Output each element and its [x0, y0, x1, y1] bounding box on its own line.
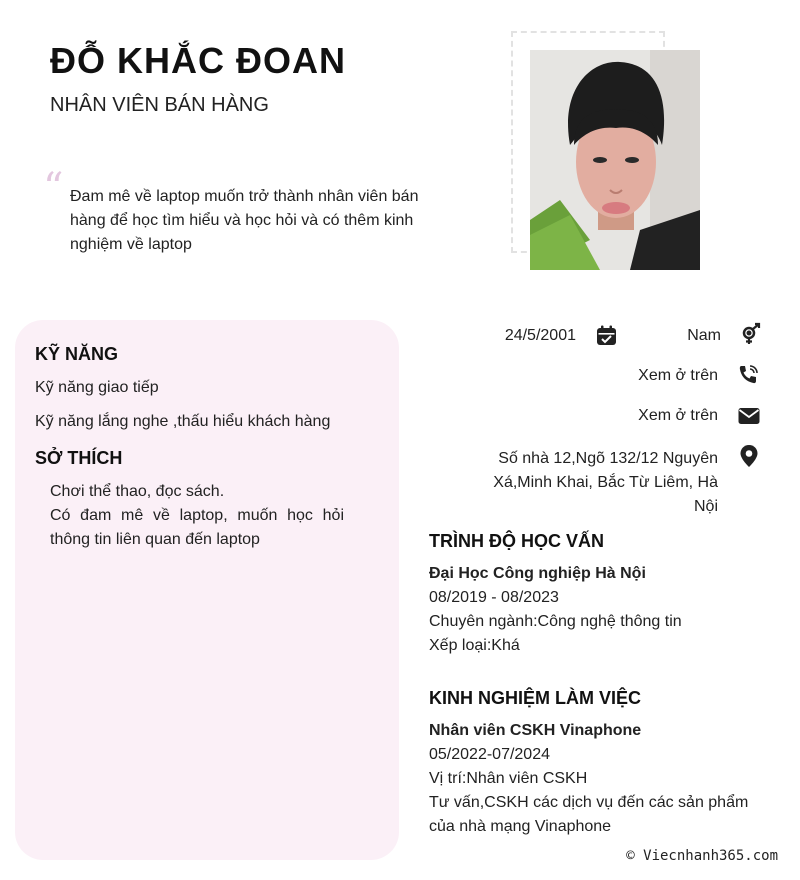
- email-text: Xem ở trên: [638, 407, 718, 424]
- gender-icon: [739, 322, 763, 346]
- copyright-footer: © Viecnhanh365.com: [626, 848, 778, 864]
- gender-text: Nam: [687, 327, 721, 344]
- school-name: Đại Học Công nghiệp Hà Nội: [429, 565, 646, 582]
- experience-title: KINH NGHIỆM LÀM VIỆC: [429, 688, 642, 708]
- education-major: Chuyên ngành:Công nghệ thông tin: [429, 613, 682, 630]
- education-period: 08/2019 - 08/2023: [429, 589, 559, 606]
- avatar: [530, 50, 700, 270]
- experience-section: [429, 688, 774, 839]
- address-text: Số nhà 12,Ngõ 132/12 Nguyên Xá,Minh Khai, Bắc Từ Liêm, Hà Nội: [493, 450, 718, 515]
- skill-item: Kỹ năng giao tiếp: [35, 379, 159, 396]
- experience-company: Nhân viên CSKH Vinaphone: [429, 722, 642, 739]
- education-title: TRÌNH ĐỘ HỌC VẤN: [429, 531, 604, 551]
- job-title: NHÂN VIÊN BÁN HÀNG: [50, 94, 269, 116]
- education-section: [429, 531, 779, 658]
- location-icon: [737, 444, 761, 468]
- phone-text: Xem ở trên: [638, 367, 718, 384]
- experience-period: 05/2022-07/2024: [429, 746, 550, 763]
- hobby-line: Có đam mê về laptop, muốn học hỏi thông tin liên quan đến laptop: [50, 507, 344, 548]
- career-objective: Đam mê về laptop muốn trở thành nhân viên bán hàng để học tìm hiểu và học hỏi và có thêm kinh nghiệm về laptop: [70, 188, 419, 253]
- experience-description: Tư vấn,CSKH các dịch vụ đến các sản phẩm của nhà mạng Vinaphone: [429, 794, 749, 835]
- hobby-line: Chơi thể thao, đọc sách.: [50, 483, 225, 500]
- skill-item: Kỹ năng lắng nghe ,thấu hiểu khách hàng: [35, 413, 331, 430]
- hobbies-text: [50, 480, 344, 552]
- skills-title: KỸ NĂNG: [35, 344, 119, 364]
- experience-role: Vị trí:Nhân viên CSKH: [429, 770, 588, 787]
- education-grade: Xếp loại:Khá: [429, 637, 520, 654]
- birthday-text: 24/5/2001: [504, 327, 576, 344]
- calendar-icon: [595, 324, 619, 348]
- quote-icon: “: [43, 165, 64, 211]
- phone-icon: [736, 363, 760, 387]
- email-icon: [737, 404, 761, 428]
- skills-hobbies-panel: [15, 320, 399, 860]
- candidate-name: ĐỖ KHẮC ĐOAN: [50, 40, 346, 81]
- hobbies-title: SỞ THÍCH: [35, 448, 123, 468]
